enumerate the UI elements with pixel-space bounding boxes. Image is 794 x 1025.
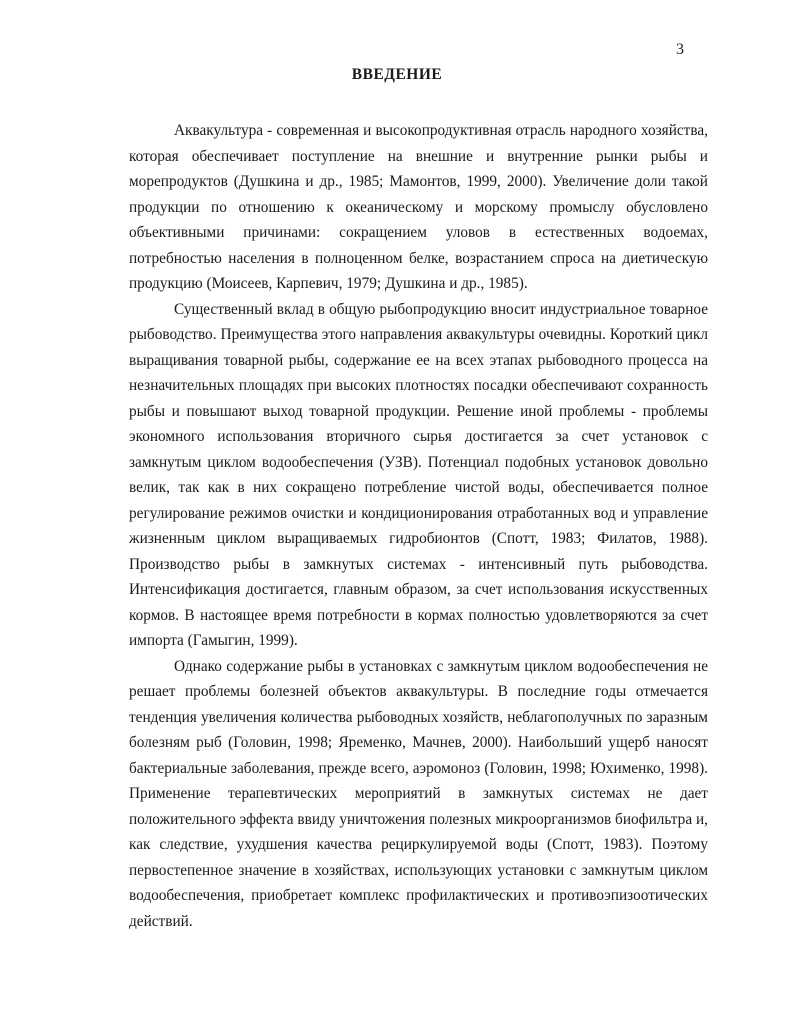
paragraph-aquaculture-intro: Аквакультура - современная и высокопродуктивная отрасль народного хозяйства, которая обеспечивает поступление на внешние и внутренние рынки рыбы и морепродуктов (Душкина и др., 1985; Мамонтов, 1999, 2000). Увеличение доли такой продукции по отношению к океаническому и морскому промыслу обусловлено объективными причинами: сокращением уловов в естественных водоемах, потребностью населения в полноценном белке, возрастанием спроса на диетическую продукцию (Моисеев, Карпевич, 1979; Душкина и др., 1985). [129,122,708,292]
page-number: 3 [676,41,684,58]
section-title: ВВЕДЕНИЕ [351,66,443,83]
body-text [129,118,708,934]
paragraph-industrial-fish-farming: Существенный вклад в общую рыбопродукцию вносит индустриальное товарное рыбоводство. Преимущества этого направления аквакультуры очевидны. Короткий цикл выращивания товарной рыбы, содержание ее на всех этапах рыбоводного процесса на незначительных площадях при высоких плотностях посадки обеспечивают сохранность рыбы и повышают выход товарной продукции. Решение иной проблемы - проблемы экономного использования вторичного сырья достигается за счет установок с замкнутым циклом водообеспечения (УЗВ). Потенциал подобных установок довольно велик, так как в них сокращено потребление чистой воды, обеспечивается полное регулирование режимов очистки и кондиционирования отработанных вод и управление жизненным циклом выращиваемых гидробионтов (Спотт, 1983; Филатов, 1988). Производство рыбы в замкнутых системах - интенсивный путь рыбоводства. Интенсификация достигается, главным образом, за счет использования искусственных кормов. В настоящее время потребности в кормах полностью удовлетворяются за счет импорта (Гамыгин, 1999). [129,300,708,649]
paragraph-fish-diseases: Однако содержание рыбы в установках с замкнутым циклом водообеспечения не решает проблемы болезней объектов аквакультуры. В последние годы отмечается тенденция увеличения количества рыбоводных хозяйств, неблагополучных по заразным болезням рыб (Головин, 1998; Яременко, Мачнев, 2000). Наибольший ущерб наносят бактериальные заболевания, прежде всего, аэромоноз (Головин, 1998; Юхименко, 1998). Применение терапевтических мероприятий в замкнутых системах не дает положительного эффекта ввиду уничтожения полезных микроорганизмов биофильтра и, как следствие, ухудшения качества рециркулируемой воды (Спотт, 1983). Поэтому первостепенное значение в хозяйствах, использующих установки с замкнутым циклом водообеспечения, приобретает комплекс профилактических и противоэпизоотических действий. [129,657,708,930]
